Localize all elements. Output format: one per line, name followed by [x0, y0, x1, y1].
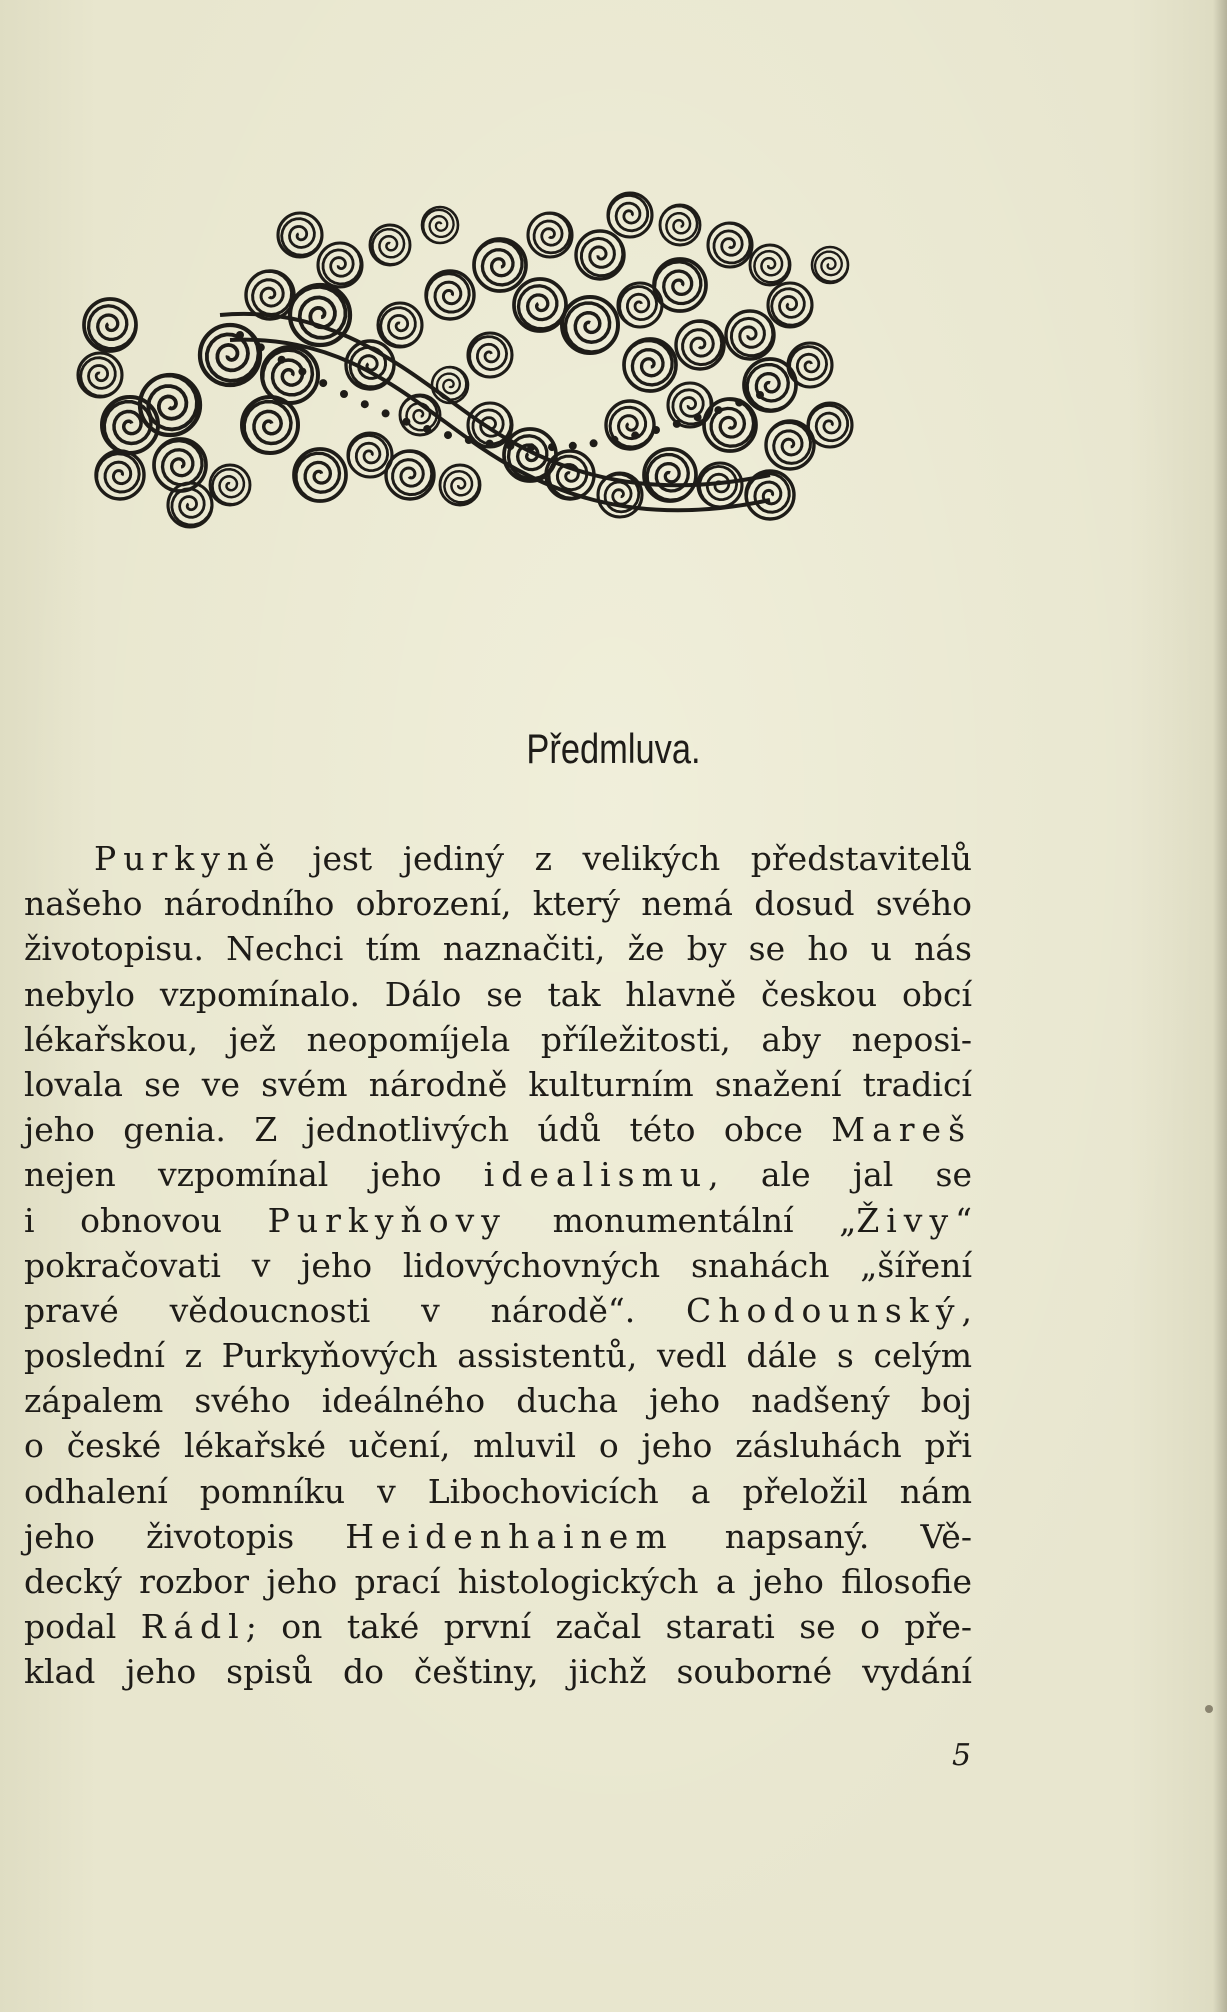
text-line	[24, 1243, 972, 1288]
text-line	[24, 1107, 972, 1152]
spiral-ornament-icon	[70, 175, 900, 575]
text-run: odhalení pomníku v Libochovicích a přeložil nám	[24, 1471, 972, 1511]
paper-speck	[1205, 1705, 1213, 1713]
text-run: klad jeho spisů do češtiny, jichž souborné vydání	[24, 1652, 972, 1692]
text-run: jest jediný z velikých představitelů	[281, 839, 972, 878]
text-line	[24, 1198, 972, 1243]
text-line	[24, 881, 972, 926]
text-run: ,	[961, 1290, 972, 1330]
text-run: nejen vzpomínal jeho	[24, 1155, 484, 1195]
text-line	[24, 926, 972, 971]
text-run: životopisu. Nechci tím naznačiti, že by se ho u nás	[24, 929, 972, 969]
text-line	[24, 1152, 972, 1197]
text-run: i obnovou	[24, 1200, 268, 1240]
text-line	[24, 1514, 972, 1559]
text-line	[24, 972, 972, 1017]
text-run: jeho životopis	[24, 1516, 346, 1556]
text-line	[24, 1288, 972, 1333]
text-line	[24, 1469, 972, 1514]
body-text	[24, 836, 972, 1695]
spaced-name: Živy	[856, 1200, 956, 1240]
text-run: pravé vědoucnosti v národě“.	[24, 1290, 687, 1330]
spaced-name: Rádl	[140, 1607, 246, 1647]
text-run: lékařskou, jež neopomíjela příležitosti, aby neposi-	[24, 1019, 972, 1059]
page-number: 5	[952, 1738, 972, 1773]
spaced-name: Mareš	[831, 1110, 972, 1150]
text-run: poslední z Purkyňových assistentů, vedl dále s celým	[24, 1336, 972, 1376]
spaced-name: idealismu	[483, 1155, 709, 1195]
text-line	[24, 836, 972, 881]
text-line	[24, 1062, 972, 1107]
text-line	[24, 1378, 972, 1423]
spaced-name: Purkyňovy	[267, 1200, 507, 1240]
text-line	[24, 1559, 972, 1604]
page-spine-shadow	[1213, 0, 1227, 2012]
text-run: “	[955, 1200, 972, 1240]
text-run: lovala se ve svém národně kulturním snažení tradicí	[24, 1064, 972, 1104]
text-run: podal	[24, 1607, 141, 1647]
text-line	[24, 1649, 972, 1694]
text-run: nebylo vzpomínalo. Dálo se tak hlavně českou obcí	[24, 974, 972, 1014]
text-run: jeho genia. Z jednotlivých údů této obce	[24, 1110, 832, 1150]
page-title: Předmluva.	[526, 725, 701, 772]
text-line	[24, 1333, 972, 1378]
text-line	[24, 1423, 972, 1468]
text-run: našeho národního obrození, který nemá dosud svého	[24, 884, 972, 924]
text-line	[24, 1017, 972, 1062]
spaced-name: Chodounský	[686, 1290, 962, 1330]
text-run: o české lékařské učení, mluvil o jeho zásluhách při	[24, 1426, 972, 1466]
text-run: decký rozbor jeho prací histologických a jeho filosofie	[24, 1562, 972, 1601]
text-run: napsaný. Vě-	[673, 1516, 972, 1556]
spaced-name: Heidenhainem	[345, 1516, 674, 1556]
text-run: ; on také první začal starati se o pře-	[245, 1607, 972, 1647]
text-run: zápalem svého ideálného ducha jeho nadšený boj	[24, 1381, 972, 1421]
text-run: monumentální „	[506, 1200, 857, 1240]
spaced-name: Purkyně	[94, 839, 282, 878]
text-run: , ale jal se	[708, 1155, 972, 1195]
text-line	[24, 1604, 972, 1649]
text-run: pokračovati v jeho lidovýchovných snahách „šíření	[24, 1245, 972, 1285]
